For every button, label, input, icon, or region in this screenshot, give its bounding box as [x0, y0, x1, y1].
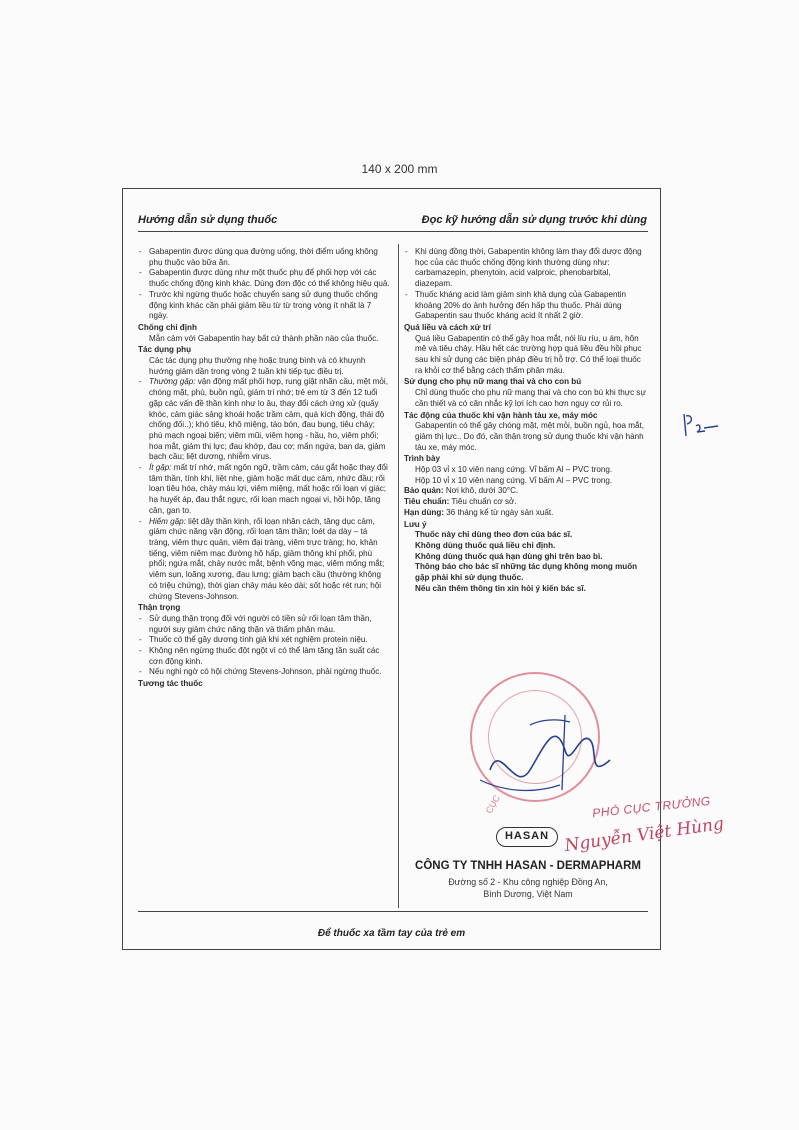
- column-divider: [398, 244, 399, 908]
- key-value: [404, 497, 648, 508]
- kv-key: Tiêu chuẩn:: [404, 497, 450, 507]
- section-heading: Sử dụng cho phụ nữ mang thai và cho con bú: [404, 377, 582, 387]
- section-heading: Thận trọng: [138, 603, 181, 613]
- note-item: Thông báo cho bác sĩ những tác dụng không mong muốn gặp phải khi sử dụng thuốc.: [415, 562, 638, 583]
- kv-value: 36 tháng kể từ ngày sản xuất.: [444, 507, 554, 517]
- kv-key: Hạn dùng:: [404, 507, 445, 517]
- kv-value: Tiêu chuẩn cơ sở.: [449, 497, 517, 507]
- handwritten-signature: [470, 700, 620, 810]
- bullet-text: Gabapentin được dùng như một thuốc phụ để phối hợp với các thuốc chống động kinh khác. Dùng đơn độc có thể không hiệu quả.: [149, 268, 390, 289]
- bullet-item: [138, 268, 390, 289]
- paragraph: Gabapentin có thể gây chóng mặt, mệt mỏi, buồn ngủ, hoa mắt, giảm thị lực.. Do đó, cần thận trọng sử dụng thuốc khi vận hành tàu xe, máy móc.: [415, 421, 645, 452]
- bullet-item: [404, 247, 648, 290]
- section-heading: Lưu ý: [404, 519, 427, 529]
- header-divider: [138, 231, 648, 232]
- kv-key: Bảo quản:: [404, 486, 444, 496]
- key-value: [404, 486, 648, 497]
- paragraph: Hộp 10 vỉ x 10 viên nang cứng. Vỉ bấm Al – PVC trong.: [415, 475, 613, 485]
- bullet-item: [138, 290, 390, 322]
- bullet-text: Gabapentin được dùng qua đường uống, thời điểm uống không phụ thuộc vào bữa ăn.: [149, 247, 378, 267]
- paragraph: Mẫn cảm với Gabapentin hay bất cứ thành phần nào của thuốc.: [149, 333, 379, 343]
- note-item: Nếu cần thêm thông tin xin hỏi ý kiến bác sĩ.: [415, 583, 586, 593]
- paragraph: Hộp 03 vỉ x 10 viên nang cứng. Vỉ bấm Al – PVC trong.: [415, 465, 613, 475]
- page-size-label: 140 x 200 mm: [361, 162, 438, 176]
- address-line-1: Đường số 2 - Khu công nghiệp Đồng An,: [448, 877, 608, 887]
- stamp-text: CỤC: [483, 793, 503, 816]
- bullet-item: [138, 377, 390, 463]
- left-column: [138, 247, 390, 690]
- section-heading: Tác động của thuốc khi vận hành tàu xe, máy móc: [404, 410, 598, 420]
- signature-title: PHÓ CỤC TRƯỞNG: [591, 793, 712, 821]
- bullet-label: Thường gặp:: [149, 377, 196, 387]
- bullet-item: [138, 463, 390, 517]
- bullet-text: Không nên ngừng thuốc đột ngột vì có thể làm tăng tần suất các cơn động kinh.: [149, 646, 380, 666]
- section-heading: Tác dụng phụ: [138, 345, 192, 355]
- address-line-2: Bình Dương, Việt Nam: [483, 888, 573, 899]
- bullet-item: [138, 635, 390, 646]
- paragraph: Các tác dụng phụ thường nhẹ hoặc trung bình và có khuynh hướng giảm dần trong vòng 2 tuần khi tiếp tục điều trị.: [149, 356, 366, 376]
- bullet-item: [138, 614, 390, 635]
- bullet-item: [138, 247, 390, 268]
- bullet-text: mất trí nhớ, mất ngôn ngữ, trầm cảm, cáu gắt hoặc thay đổi tâm thần, tính khí, liệt nhẹ, giảm hoặc mất dục cảm, nhức đầu; rối loạn tiêu hóa, chảy máu lợi, viêm miệng, mất hoặc rối loạn vị giác; hạ huyết áp, đau thắt ngực, rối loạn mạch ngoại vi, hồi hộp, tăng cân, gan to.: [149, 463, 388, 515]
- bullet-text: liệt dây thần kinh, rối loạn nhân cách, tăng dục cảm, giảm chức năng vận động, rối loạn tâm thần; loét da dày – tá tràng, viêm thực quản, viêm đại tràng, viêm trực tràng; ho, khản tiếng, viêm niêm mạc đường hô hấp, giảm thông khí phổi, phù phổi; ngứa mắt, chảy nước mắt, bệnh võng mạc, viêm mống mắt; viêm sụn, loãng xương, đau lưng; giảm bạch cầu (thường không có triệu chứng), thời gian chảy máu kéo dài; sốt hoặc rét run; hội chứng Stevens-Johnson.: [149, 516, 385, 601]
- right-column: [404, 247, 648, 595]
- section-heading: Trình bày: [404, 454, 440, 464]
- note-item: Không dùng thuốc quá hạn dùng ghi trên bao bì.: [415, 551, 603, 561]
- kv-value: Nơi khô, dưới 30°C.: [443, 486, 519, 496]
- key-value: [404, 508, 648, 519]
- bullet-item: [138, 646, 390, 667]
- bullet-text: Khi dùng đồng thời, Gabapentin không làm thay đổi dược động học của các thuốc chống động kinh thường dùng như: carbamazepin, phenytoin, acid valproic, phenobarbital, diazepam.: [415, 247, 642, 289]
- bullet-label: Hiếm gặp:: [149, 516, 186, 526]
- note-item: Không dùng thuốc quá liều chỉ định.: [415, 540, 556, 550]
- section-heading: Chống chỉ định: [138, 322, 197, 332]
- paragraph: Chỉ dùng thuốc cho phụ nữ mang thai và cho con bú khi thực sự cần thiết và có cân nhắc kỹ lợi ích cao hơn nguy cơ rủi ro.: [415, 388, 646, 408]
- bullet-item: [404, 290, 648, 322]
- footer-warning: Để thuốc xa tầm tay của trẻ em: [317, 928, 466, 939]
- bullet-text: Trước khi ngừng thuốc hoặc chuyển sang sử dụng thuốc chống động kinh khác cần phải giảm liều từ từ trong vòng ít nhất là 7 ngày.: [149, 289, 378, 321]
- bullet-text: Nếu nghi ngờ có hội chứng Stevens-Johnson, phải ngừng thuốc.: [149, 667, 382, 677]
- bullet-label: Ít gặp:: [149, 463, 172, 473]
- header-right-title: Đọc kỹ hướng dẫn sử dụng trước khi dùng: [421, 214, 647, 226]
- bullet-text: Thuốc có thể gây dương tính giả khi xét nghiệm protein niệu.: [149, 635, 368, 645]
- section-heading: Quá liều và cách xử trí: [404, 322, 491, 332]
- bullet-item: [138, 667, 390, 678]
- bullet-text: Sử dụng thận trọng đối với người có tiền sử rối loạn tâm thần, người suy giảm chức năng thận và thẩm phân máu.: [149, 613, 372, 634]
- section-heading: Tương tác thuốc: [138, 679, 203, 689]
- bullet-item: [138, 517, 390, 603]
- company-address: [408, 877, 648, 900]
- footer-divider: [138, 911, 648, 912]
- paragraph: Quá liều Gabapentin có thể gây hoa mắt, nói líu ríu, u ám, hôn mê và tiêu chảy. Hầu hết các trường hợp quá liều đều hồi phục sau khi sử dụng các biện pháp điều trị hỗ trợ. Có thể loại thuốc ra khỏi cơ thể bằng cách thẩm phân máu.: [415, 333, 642, 375]
- signature-name: Nguyễn Việt Hùng: [563, 813, 726, 857]
- bullet-text: Thuốc kháng acid làm giảm sinh khả dụng của Gabapentin khoảng 20% do ảnh hưởng đến hấp thu thuốc. Phải dùng Gabapentin sau thuốc kháng acid ít nhất 2 giờ.: [415, 289, 627, 321]
- note-item: Thuốc này chỉ dùng theo đơn của bác sĩ.: [415, 530, 573, 540]
- header-left-title: Hướng dẫn sử dụng thuốc: [138, 214, 278, 226]
- bullet-text: vận động mất phối hợp, rung giật nhãn cầu, mệt mỏi, chóng mặt, phù, buồn ngủ, giảm trí nhớ; trẻ em từ 3 đến 12 tuổi gặp các vấn đề thần kinh như lo âu, thay đổi cách ứng xử (quấy khóc, cảm giác sảng khoái hoặc trầm cảm, quá kích động, thái độ chống đối..); khó tiêu, khô miệng, táo bón, đau bụng, tiêu chảy; phù mạch ngoại biên; viêm mũi, viêm họng - hầu, ho, viêm phổi; hoa mắt, giảm thị lực; đau khớp, đau cơ; mẩn ngứa, ban da, giảm bạch cầu; liệt dương, nhiễm virus.: [149, 377, 388, 462]
- margin-handwritten-mark: [680, 410, 720, 440]
- company-name: CÔNG TY TNHH HASAN - DERMAPHARM: [415, 860, 641, 872]
- hasan-logo: HASAN: [496, 827, 558, 847]
